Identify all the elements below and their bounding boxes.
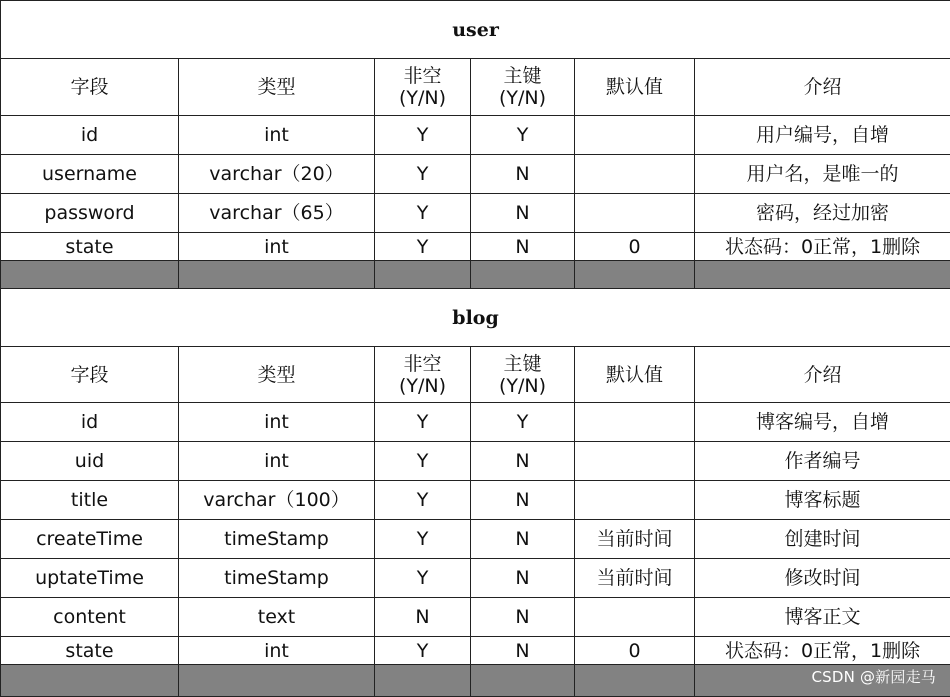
table-title-row [1,1,950,59]
cell: Y [375,637,471,665]
header-cell: 主键 (Y/N) [471,59,575,116]
cell: Y [375,194,471,233]
cell: state [1,637,179,665]
cell: 博客正文 [695,598,950,637]
header-cell: 非空 (Y/N) [375,347,471,403]
header-cell: 介绍 [695,59,950,116]
cell: 用户编号，自增 [695,116,950,155]
table-row [1,637,950,665]
header-cell: 非空 (Y/N) [375,59,471,116]
cell: 0 [575,637,695,665]
separator-cell [179,665,375,697]
cell: N [471,559,575,598]
cell: Y [375,442,471,481]
cell: timeStamp [179,559,375,598]
cell: 用户名，是唯一的 [695,155,950,194]
cell: Y [471,403,575,442]
separator-cell [471,261,575,289]
cell: Y [375,403,471,442]
table-row [1,559,950,598]
cell [575,598,695,637]
cell: 0 [575,233,695,261]
table-row [1,481,950,520]
cell: id [1,403,179,442]
header-cell: 字段 [1,347,179,403]
cell: 博客编号，自增 [695,403,950,442]
cell: N [471,637,575,665]
separator-cell [471,665,575,697]
table-title: blog [1,289,950,347]
cell: varchar（100） [179,481,375,520]
separator-cell [179,261,375,289]
cell: N [471,598,575,637]
cell: Y [375,559,471,598]
cell: varchar（20） [179,155,375,194]
cell: uid [1,442,179,481]
separator-cell [375,665,471,697]
cell: 密码，经过加密 [695,194,950,233]
cell: N [471,194,575,233]
table-row [1,194,950,233]
cell [575,442,695,481]
header-cell: 类型 [179,347,375,403]
cell: 状态码：0正常，1删除 [695,637,950,665]
header-cell: 主键 (Y/N) [471,347,575,403]
cell: Y [375,233,471,261]
cell: N [471,155,575,194]
header-cell: 介绍 [695,347,950,403]
cell: Y [375,520,471,559]
header-row [1,59,950,116]
cell: int [179,403,375,442]
separator-cell [575,261,695,289]
cell: varchar（65） [179,194,375,233]
cell: N [471,442,575,481]
separator-row [1,665,950,697]
cell [575,155,695,194]
table-row [1,155,950,194]
table-row [1,520,950,559]
table-row [1,403,950,442]
separator-cell [575,665,695,697]
cell [575,116,695,155]
cell: 作者编号 [695,442,950,481]
cell: content [1,598,179,637]
header-cell: 类型 [179,59,375,116]
table-row [1,116,950,155]
cell: timeStamp [179,520,375,559]
cell: id [1,116,179,155]
cell: int [179,233,375,261]
cell: Y [375,116,471,155]
cell: Y [375,481,471,520]
header-cell: 默认值 [575,59,695,116]
cell: 创建时间 [695,520,950,559]
separator-cell [695,261,950,289]
table-row [1,233,950,261]
cell: 当前时间 [575,520,695,559]
cell: N [471,233,575,261]
cell: int [179,116,375,155]
watermark: CSDN @新园走马 [811,666,936,687]
cell: int [179,637,375,665]
header-cell: 字段 [1,59,179,116]
table-row [1,442,950,481]
cell: text [179,598,375,637]
header-cell: 默认值 [575,347,695,403]
cell [575,403,695,442]
table-title: user [1,1,950,59]
cell: 修改时间 [695,559,950,598]
cell: Y [375,155,471,194]
cell: 当前时间 [575,559,695,598]
header-row [1,347,950,403]
cell: N [471,520,575,559]
cell: state [1,233,179,261]
cell [575,194,695,233]
cell: createTime [1,520,179,559]
table-title-row [1,289,950,347]
cell: N [471,481,575,520]
cell: uptateTime [1,559,179,598]
cell: 博客标题 [695,481,950,520]
separator-cell [375,261,471,289]
cell: username [1,155,179,194]
separator-row [1,261,950,289]
cell: N [375,598,471,637]
cell: Y [471,116,575,155]
separator-cell [1,665,179,697]
table-row [1,598,950,637]
cell: password [1,194,179,233]
separator-cell [1,261,179,289]
cell: title [1,481,179,520]
cell: int [179,442,375,481]
cell [575,481,695,520]
cell: 状态码：0正常，1删除 [695,233,950,261]
